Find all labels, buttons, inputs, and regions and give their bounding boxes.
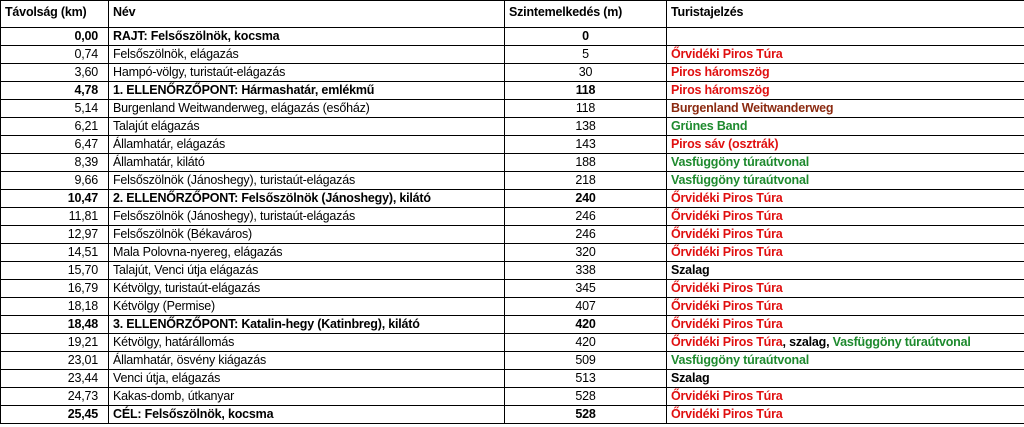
cell-distance: 3,60 (1, 64, 109, 82)
cell-name: Államhatár, ösvény kiágazás (109, 352, 505, 370)
trail-mark: Őrvidéki Piros Túra (671, 389, 783, 403)
table-row (1, 100, 1024, 118)
table-row (1, 118, 1024, 136)
cell-elevation: 118 (505, 100, 667, 118)
cell-trail-marking (667, 298, 1024, 316)
cell-trail-marking (667, 100, 1024, 118)
cell-elevation: 218 (505, 172, 667, 190)
table-row (1, 154, 1024, 172)
cell-name: 3. ELLENŐRZŐPONT: Katalin-hegy (Katinbreg), kilátó (109, 316, 505, 334)
cell-name: 1. ELLENŐRZŐPONT: Hármashatár, emlékmű (109, 82, 505, 100)
cell-trail-marking (667, 64, 1024, 82)
cell-elevation: 246 (505, 208, 667, 226)
trail-mark: Őrvidéki Piros Túra (671, 407, 783, 421)
cell-trail-marking (667, 262, 1024, 280)
table-row (1, 370, 1024, 388)
cell-name: Kétvölgy, határállomás (109, 334, 505, 352)
cell-trail-marking (667, 226, 1024, 244)
cell-distance: 12,97 (1, 226, 109, 244)
table-row (1, 208, 1024, 226)
trail-mark: Őrvidéki Piros Túra (671, 299, 783, 313)
cell-name: Államhatár, kilátó (109, 154, 505, 172)
cell-elevation: 420 (505, 334, 667, 352)
cell-elevation: 240 (505, 190, 667, 208)
cell-distance: 0,74 (1, 46, 109, 64)
cell-distance: 0,00 (1, 28, 109, 46)
cell-trail-marking (667, 154, 1024, 172)
cell-elevation: 420 (505, 316, 667, 334)
table-row (1, 244, 1024, 262)
cell-name: Kétvölgy (Permise) (109, 298, 505, 316)
cell-name: Burgenland Weitwanderweg, elágazás (esőház) (109, 100, 505, 118)
cell-distance: 24,73 (1, 388, 109, 406)
cell-elevation: 5 (505, 46, 667, 64)
cell-trail-marking (667, 280, 1024, 298)
trail-mark: , szalag, (782, 335, 833, 349)
trail-mark: Burgenland Weitwanderweg (671, 101, 834, 115)
trail-mark: Piros háromszög (671, 83, 770, 97)
trail-mark: Őrvidéki Piros Túra (671, 245, 783, 259)
trail-mark: Őrvidéki Piros Túra (671, 209, 783, 223)
cell-name: Talajút, Venci útja elágazás (109, 262, 505, 280)
cell-elevation: 528 (505, 388, 667, 406)
trail-mark: Őrvidéki Piros Túra (671, 47, 783, 61)
cell-trail-marking (667, 316, 1024, 334)
cell-elevation: 30 (505, 64, 667, 82)
trail-mark: Vasfüggöny túraútvonal (671, 173, 809, 187)
cell-trail-marking (667, 190, 1024, 208)
table-row (1, 190, 1024, 208)
trail-mark: Őrvidéki Piros Túra (671, 281, 783, 295)
cell-elevation: 345 (505, 280, 667, 298)
cell-distance: 11,81 (1, 208, 109, 226)
header-row (1, 1, 1024, 28)
cell-trail-marking (667, 46, 1024, 64)
cell-elevation: 246 (505, 226, 667, 244)
cell-distance: 5,14 (1, 100, 109, 118)
cell-distance: 4,78 (1, 82, 109, 100)
table-row (1, 28, 1024, 46)
cell-distance: 9,66 (1, 172, 109, 190)
trail-mark: Őrvidéki Piros Túra (671, 317, 783, 331)
cell-name: Hampó-völgy, turistaút-elágazás (109, 64, 505, 82)
cell-trail-marking (667, 208, 1024, 226)
cell-distance: 10,47 (1, 190, 109, 208)
cell-elevation: 407 (505, 298, 667, 316)
cell-elevation: 528 (505, 406, 667, 424)
cell-distance: 23,01 (1, 352, 109, 370)
cell-distance: 19,21 (1, 334, 109, 352)
cell-name: Államhatár, elágazás (109, 136, 505, 154)
cell-elevation: 143 (505, 136, 667, 154)
trail-mark: Piros sáv (osztrák) (671, 137, 779, 151)
table-row (1, 352, 1024, 370)
header-name: Név (109, 1, 505, 28)
table-row (1, 406, 1024, 424)
cell-distance: 16,79 (1, 280, 109, 298)
cell-trail-marking (667, 388, 1024, 406)
table-row (1, 388, 1024, 406)
cell-distance: 6,47 (1, 136, 109, 154)
cell-name: Mala Polovna-nyereg, elágazás (109, 244, 505, 262)
cell-trail-marking (667, 172, 1024, 190)
cell-elevation: 338 (505, 262, 667, 280)
table-row (1, 334, 1024, 352)
cell-distance: 8,39 (1, 154, 109, 172)
table-row (1, 46, 1024, 64)
header-elevation: Szintemelkedés (m) (505, 1, 667, 28)
header-distance: Távolság (km) (1, 1, 109, 28)
cell-trail-marking (667, 370, 1024, 388)
trail-mark: Vasfüggöny túraútvonal (832, 335, 971, 349)
cell-trail-marking (667, 334, 1024, 352)
cell-trail-marking (667, 82, 1024, 100)
trail-mark: Őrvidéki Piros Túra (671, 227, 783, 241)
cell-elevation: 188 (505, 154, 667, 172)
table-row (1, 262, 1024, 280)
trail-mark: Őrvidéki Piros Túra (671, 335, 783, 349)
cell-name: RAJT: Felsőszölnök, kocsma (109, 28, 505, 46)
trail-mark: Piros háromszög (671, 65, 770, 79)
cell-name: Kakas-domb, útkanyar (109, 388, 505, 406)
cell-elevation: 0 (505, 28, 667, 46)
trail-mark: Szalag (671, 371, 710, 385)
cell-distance: 18,18 (1, 298, 109, 316)
header-trail-marking: Turistajelzés (667, 1, 1024, 28)
trail-mark: Vasfüggöny túraútvonal (671, 155, 809, 169)
cell-elevation: 138 (505, 118, 667, 136)
table-row (1, 280, 1024, 298)
cell-distance: 18,48 (1, 316, 109, 334)
cell-name: Felsőszölnök, elágazás (109, 46, 505, 64)
cell-name: Felsőszölnök (Békaváros) (109, 226, 505, 244)
table-row (1, 226, 1024, 244)
cell-elevation: 320 (505, 244, 667, 262)
cell-name: Venci útja, elágazás (109, 370, 505, 388)
cell-trail-marking (667, 136, 1024, 154)
trail-mark: Vasfüggöny túraútvonal (671, 353, 809, 367)
cell-name: 2. ELLENŐRZŐPONT: Felsőszölnök (Jánoshegy), kilátó (109, 190, 505, 208)
trail-mark: Grünes Band (671, 119, 748, 133)
cell-name: Talajút elágazás (109, 118, 505, 136)
trail-mark: Őrvidéki Piros Túra (671, 191, 783, 205)
cell-elevation: 513 (505, 370, 667, 388)
table-row (1, 298, 1024, 316)
cell-distance: 14,51 (1, 244, 109, 262)
table-row (1, 316, 1024, 334)
cell-name: Felsőszölnök (Jánoshegy), turistaút-elágazás (109, 172, 505, 190)
cell-distance: 25,45 (1, 406, 109, 424)
cell-name: CÉL: Felsőszölnök, kocsma (109, 406, 505, 424)
cell-distance: 6,21 (1, 118, 109, 136)
table-body (1, 28, 1024, 424)
cell-distance: 23,44 (1, 370, 109, 388)
table-row (1, 172, 1024, 190)
cell-elevation: 509 (505, 352, 667, 370)
cell-trail-marking (667, 352, 1024, 370)
cell-elevation: 118 (505, 82, 667, 100)
table-row (1, 82, 1024, 100)
trail-mark: Szalag (671, 263, 710, 277)
table-row (1, 136, 1024, 154)
cell-distance: 15,70 (1, 262, 109, 280)
cell-name: Kétvölgy, turistaút-elágazás (109, 280, 505, 298)
cell-trail-marking (667, 406, 1024, 424)
cell-trail-marking (667, 28, 1024, 46)
table-row (1, 64, 1024, 82)
cell-name: Felsőszölnök (Jánoshegy), turistaút-elágazás (109, 208, 505, 226)
cell-trail-marking (667, 244, 1024, 262)
cell-trail-marking (667, 118, 1024, 136)
